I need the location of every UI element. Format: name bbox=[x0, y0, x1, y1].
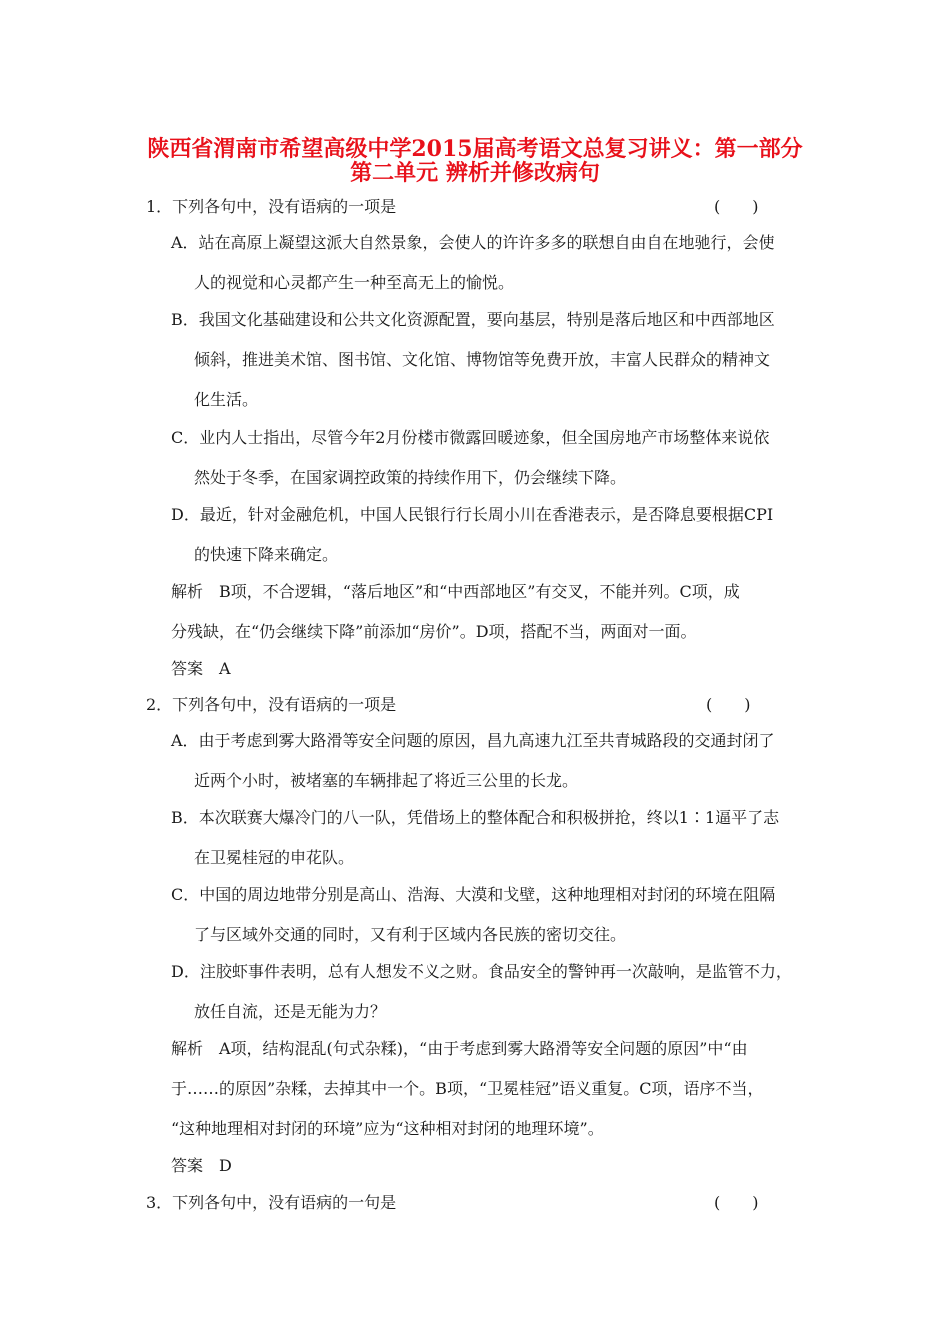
question-1-stem: 1．下列各句中，没有语病的一项是 bbox=[146, 197, 397, 216]
question-2-option-c: C．中国的周边地带分别是高山、浩海、大漠和戈壁，这种地理相对封闭的环境在阻隔 bbox=[171, 885, 776, 904]
question-1-option-b-cont1: 倾斜，推进美术馆、图书馆、文化馆、博物馆等免费开放，丰富人民群众的精神文 bbox=[194, 350, 771, 369]
question-1-analysis-line1: 解析 B项，不合逻辑，“落后地区”和“中西部地区”有交叉，不能并列。C项，成 bbox=[171, 582, 740, 601]
question-1-answer-paren: ( ) bbox=[714, 197, 759, 216]
question-1-option-b-cont2: 化生活。 bbox=[194, 390, 259, 409]
question-1-option-a: A．站在高原上凝望这派大自然景象，会使人的许许多多的联想自由自在地驰行，会使 bbox=[171, 233, 775, 252]
question-3-stem: 3．下列各句中，没有语病的一句是 bbox=[146, 1193, 397, 1212]
document-title-line1: 陕西省渭南市希望高级中学2015届高考语文总复习讲义：第一部分 bbox=[147, 136, 803, 162]
question-1-option-c-cont: 然处于冬季，在国家调控政策的持续作用下，仍会继续下降。 bbox=[194, 468, 627, 487]
question-1-answer: 答案 A bbox=[171, 659, 231, 678]
question-2-stem: 2．下列各句中，没有语病的一项是 bbox=[146, 695, 397, 714]
question-1-option-c: C．业内人士指出，尽管今年2月份楼市微露回暖迹象，但全国房地产市场整体来说依 bbox=[171, 428, 770, 447]
question-1-option-d: D．最近，针对金融危机，中国人民银行行长周小川在香港表示，是否降息要根据CPI bbox=[171, 505, 774, 524]
question-1-option-b: B．我国文化基础建设和公共文化资源配置，要向基层，特别是落后地区和中西部地区 bbox=[171, 310, 775, 329]
question-1-option-a-cont: 人的视觉和心灵都产生一种至高无上的愉悦。 bbox=[194, 273, 515, 292]
question-1-analysis-line2: 分残缺，在“仍会继续下降”前添加“房价”。D项，搭配不当，两面对一面。 bbox=[171, 622, 697, 641]
question-2-option-b-cont: 在卫冕桂冠的申花队。 bbox=[194, 848, 355, 867]
question-1-option-d-cont: 的快速下降来确定。 bbox=[194, 545, 339, 564]
question-2-analysis-line1: 解析 A项，结构混乱(句式杂糅)，“由于考虑到雾大路滑等安全问题的原因”中“由 bbox=[171, 1039, 748, 1058]
question-2-option-a: A．由于考虑到雾大路滑等安全问题的原因，昌九高速九江至共青城路段的交通封闭了 bbox=[171, 731, 775, 750]
question-3-answer-paren: ( ) bbox=[714, 1193, 759, 1212]
question-2-answer: 答案 D bbox=[171, 1156, 232, 1175]
question-2-option-d-cont: 放任自流，还是无能为力？ bbox=[194, 1002, 387, 1021]
question-2-answer-paren: ( ) bbox=[706, 695, 751, 714]
document-title-line2: 第二单元 辨析并修改病句 bbox=[350, 160, 600, 186]
question-2-option-c-cont: 了与区域外交通的同时，又有利于区域内各民族的密切交往。 bbox=[194, 925, 627, 944]
question-2-analysis-line3: “这种地理相对封闭的环境”应为“这种相对封闭的地理环境”。 bbox=[171, 1119, 604, 1138]
question-2-option-b: B．本次联赛大爆冷门的八一队，凭借场上的整体配合和积极拼抢，终以1∶1逼平了志 bbox=[171, 808, 780, 827]
question-2-option-a-cont: 近两个小时，被堵塞的车辆排起了将近三公里的长龙。 bbox=[194, 771, 579, 790]
question-2-option-d: D．注胶虾事件表明，总有人想发不义之财。食品安全的警钟再一次敲响，是监管不力， bbox=[171, 962, 792, 981]
question-2-analysis-line2: 于……的原因”杂糅，去掉其中一个。B项，“卫冕桂冠”语义重复。C项，语序不当， bbox=[171, 1079, 764, 1098]
